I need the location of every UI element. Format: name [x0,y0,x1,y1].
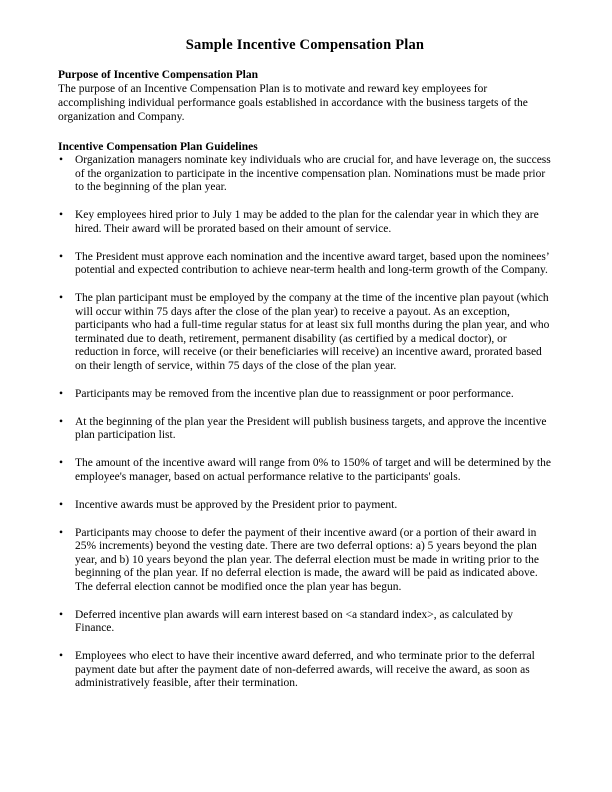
guideline-item [58,251,552,278]
guideline-item [58,457,552,484]
guideline-item [58,650,552,691]
bullet-icon: • [59,154,64,166]
guideline-text: Participants may be removed from the incentive plan due to reassignment or poor performance. [75,387,514,400]
bullet-icon: • [59,415,64,428]
guideline-text: The plan participant must be employed by the company at the time of the incentive plan payout (which will occur within 75 days after the close of the plan year) to receive a payout. As an exception, participants who had a full-time regular status for at least six full months during the plan year, and who terminated due to death, retirement, permanent disability (as certified by a medical doctor), or reduction in force, will receive (or their beneficiaries will receive) an incentive award, prorated based on their length of service, within 75 days of the close of the plan year. [75,292,550,372]
purpose-heading: Purpose of Incentive Compensation Plan [58,69,258,81]
bullet-icon: • [59,498,64,511]
guidelines-heading: Incentive Compensation Plan Guidelines [58,141,258,153]
bullet-icon: • [59,457,64,469]
guideline-item [58,209,552,236]
guideline-text: Participants may choose to defer the payment of their incentive award (or a portion of their award in 25% increments) beyond the vesting date. There are two deferral options: a) 5 years beyond the plan year, and b) 10 years beyond the plan year. The deferral election must be made in writing prior to the beginning of the plan year. If no deferral election is made, the award will be paid as indicated above. The deferral election cannot be modified once the plan year has begun. [75,526,539,593]
bullet-icon: • [59,250,64,263]
bullet-icon: • [59,650,64,662]
document-page [58,36,552,705]
guideline-text: Employees who elect to have their incentive award deferred, and who terminate prior to the deferral payment date but after the payment date of non-deferred awards, will receive the award, as soon as administratively feasible, after their termination. [75,650,535,689]
guideline-item [58,499,552,513]
guidelines-section [58,140,552,691]
guideline-text: Deferred incentive plan awards will earn interest based on <a standard index>, as calculated by Finance. [75,608,513,634]
bullet-icon: • [59,526,64,539]
purpose-section [58,68,552,124]
document-title: Sample Incentive Compensation Plan [185,37,425,53]
guideline-text: The President must approve each nomination and the incentive award target, based upon the nominees’ potential and expected contribution to achieve near-term health and long-term growth of the Company. [75,250,549,276]
guideline-text: The amount of the incentive award will range from 0% to 150% of target and will be determined by the employee's manager, based on actual performance relative to the participants' goals. [75,457,551,483]
guidelines-list [58,154,552,691]
bullet-icon: • [59,209,64,221]
bullet-icon: • [59,292,64,304]
guideline-text: At the beginning of the plan year the President will publish business targets, and approve the incentive plan participation list. [75,415,547,441]
guideline-text: Key employees hired prior to July 1 may be added to the plan for the calendar year in which they are hired. Their award will be prorated based on their amount of service. [75,209,539,235]
guideline-item [58,416,552,443]
purpose-text: The purpose of an Incentive Compensation Plan is to motivate and reward key employees for accomplishing individual performance goals established in accordance with the business targets of the organization and Company. [58,83,528,123]
guideline-text: Incentive awards must be approved by the President prior to payment. [75,498,398,511]
guideline-text: Organization managers nominate key individuals who are crucial for, and have leverage on, the success of the organization to participate in the incentive compensation plan. Nominations must be made prior to the beginning of the plan year. [75,154,551,193]
guideline-item [58,154,552,195]
bullet-icon: • [59,608,64,621]
guideline-item [58,527,552,595]
bullet-icon: • [59,387,64,400]
guideline-item [58,609,552,636]
guideline-item [58,292,552,373]
guideline-item [58,388,552,402]
